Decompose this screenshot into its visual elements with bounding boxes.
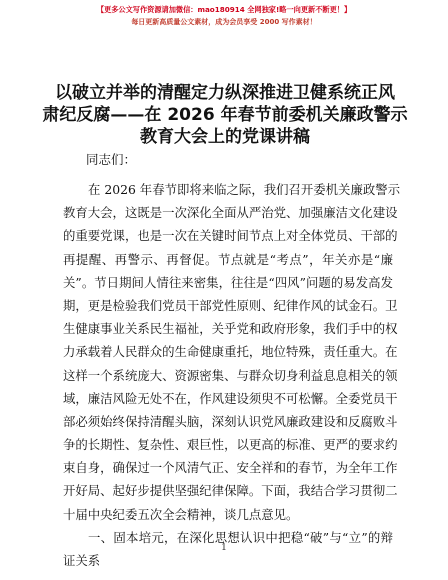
body-line: 这样一个系统庞大、资源密集、与群众切身利益息息相关的领 <box>63 367 398 383</box>
document-title <box>40 82 410 148</box>
title-line-1: 以破立并举的清醒定力纵深推进卫健系统正风 <box>55 83 395 103</box>
promo-banner-line-2: 每日更新高质量公文素材，成为会员享受 2000 写作素材！ <box>131 18 317 26</box>
body-line: 开好局、起好步提供坚强纪律保障。下面，我结合学习贯彻二 <box>63 483 398 499</box>
body-line: 再提醒、再警示、再督促。节点就是“考点”，年关亦是“廉 <box>63 251 393 267</box>
body-line: 在 2026 年春节即将来临之际，我们召开委机关廉政警示 <box>88 182 401 197</box>
body-line: 力承载着人民群众的生命健康重托，地位特殊，责任重大。在 <box>63 344 398 360</box>
body-line: 域，廉洁风险无处不在，作风建设须臾不可松懈。全委党员干 <box>63 390 398 406</box>
body-line: 十届中央纪委五次全会精神，谈几点意见。 <box>63 506 299 522</box>
body-line: 教育大会，这既是一次深化全面从严治党、加强廉洁文化建设 <box>63 205 398 221</box>
page-number: 1 <box>221 543 227 553</box>
body-line: 束自身，确保过一个风清气正、安全祥和的春节，为全年工作 <box>63 460 398 476</box>
body-line: 部必须始终保持清醒头脑，深刻认识党风廉政建设和反腐败斗 <box>63 413 398 429</box>
greeting: 同志们： <box>86 152 137 167</box>
body-line: 生健康事业关系民生福祉，关乎党和政府形象，我们手中的权 <box>63 321 398 337</box>
promo-banner <box>0 4 448 28</box>
title-line-3: 教育大会上的党课讲稿 <box>140 127 310 147</box>
section-heading-line: 一、固本培元，在深化思想认识中把稳“破”与“立”的辩 <box>88 529 393 545</box>
promo-banner-line-1: 【更多公文写作资源请加微信：mao180914 全网独家!略一向更新不断更！】 <box>96 5 352 14</box>
body-text <box>63 178 401 572</box>
body-line: 关”。节日期间人情往来密集，往往是“四风”问题的易发高发 <box>63 274 393 290</box>
body-line: 期，更是检验我们党员干部党性原则、纪律作风的试金石。卫 <box>63 297 398 313</box>
body-line: 争的长期性、复杂性、艰巨性，以更高的标准、更严的要求约 <box>63 437 398 453</box>
section-heading-line: 证关系 <box>63 553 101 568</box>
body-line: 的重要党课，也是一次在关键时间节点上对全体党员、干部的 <box>63 228 398 244</box>
title-line-2: 肃纪反腐——在 2026 年春节前委机关廉政警示 <box>42 105 408 125</box>
